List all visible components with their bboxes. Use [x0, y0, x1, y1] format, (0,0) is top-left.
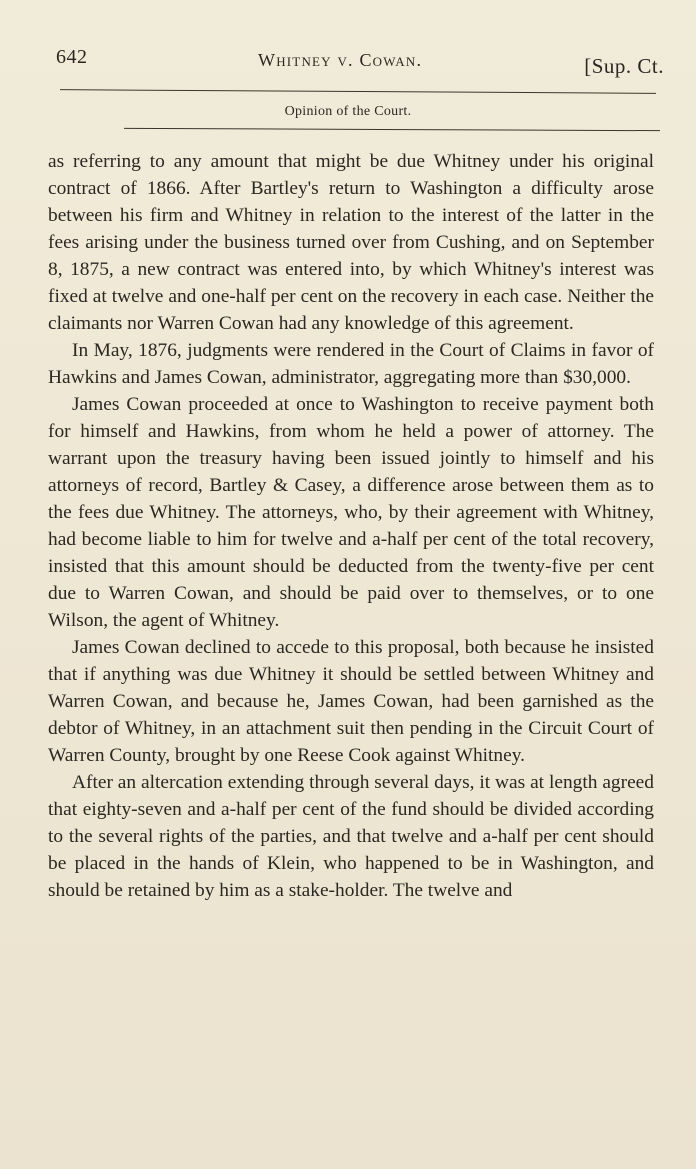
paragraph: After an altercation extending through several days, it was at length agreed that eighty-seven and a-half per cent of the fund should be divided according to the several rights of the parties, and that twelve and a-half per cent should be placed in the hands of Klein, who happened to be in Washington, and should be retained by him as a stake-holder. The twelve and [48, 772, 654, 901]
page-header [52, 44, 664, 84]
court-abbreviation: [Sup. Ct. [584, 54, 664, 78]
paragraph: James Cowan declined to accede to this proposal, both because he insisted that if anything was due Whitney it should be settled between Whitney and Warren Cowan, and because he, James Cowan, had been garnished as the debtor of Whitney, in an attachment suit then pending in the Circuit Court of Warren County, brought by one Reese Cook against Whitney. [48, 637, 654, 766]
running-title: Whitney v. Cowan. [258, 50, 423, 70]
opinion-text [48, 148, 654, 904]
section-rule [124, 128, 660, 131]
header-rule [60, 89, 656, 94]
paragraph: James Cowan proceeded at once to Washington to receive payment both for himself and Hawkins, from whom he held a power of attorney. The warrant upon the treasury having been issued jointly to himself and his attorneys of record, Bartley & Casey, a difference arose between them as to the fees due Whitney. The attorneys, who, by their agreement with Whitney, had become liable to him for twelve and a-half per cent of the total recovery, insisted that this amount should be deducted from the twenty-five per cent due to Warren Cowan, and should be paid over to themselves, or to one Wilson, the agent of Whitney. [48, 394, 654, 631]
paragraph: as referring to any amount that might be due Whitney under his original contract of 1866. After Bartley's return to Washington a difficulty arose between his firm and Whitney in relation to the interest of the latter in the fees arising under the business turned over from Cushing, and on September 8, 1875, a new contract was entered into, by which Whitney's interest was fixed at twelve and one-half per cent on the recovery in each case. Neither the claimants nor Warren Cowan had any knowledge of this agreement. [48, 151, 654, 334]
page-number: 642 [56, 46, 88, 68]
section-label: Opinion of the Court. [284, 104, 412, 119]
paragraph: In May, 1876, judgments were rendered in the Court of Claims in favor of Hawkins and James Cowan, administrator, aggregating more than $30,000. [48, 340, 654, 388]
